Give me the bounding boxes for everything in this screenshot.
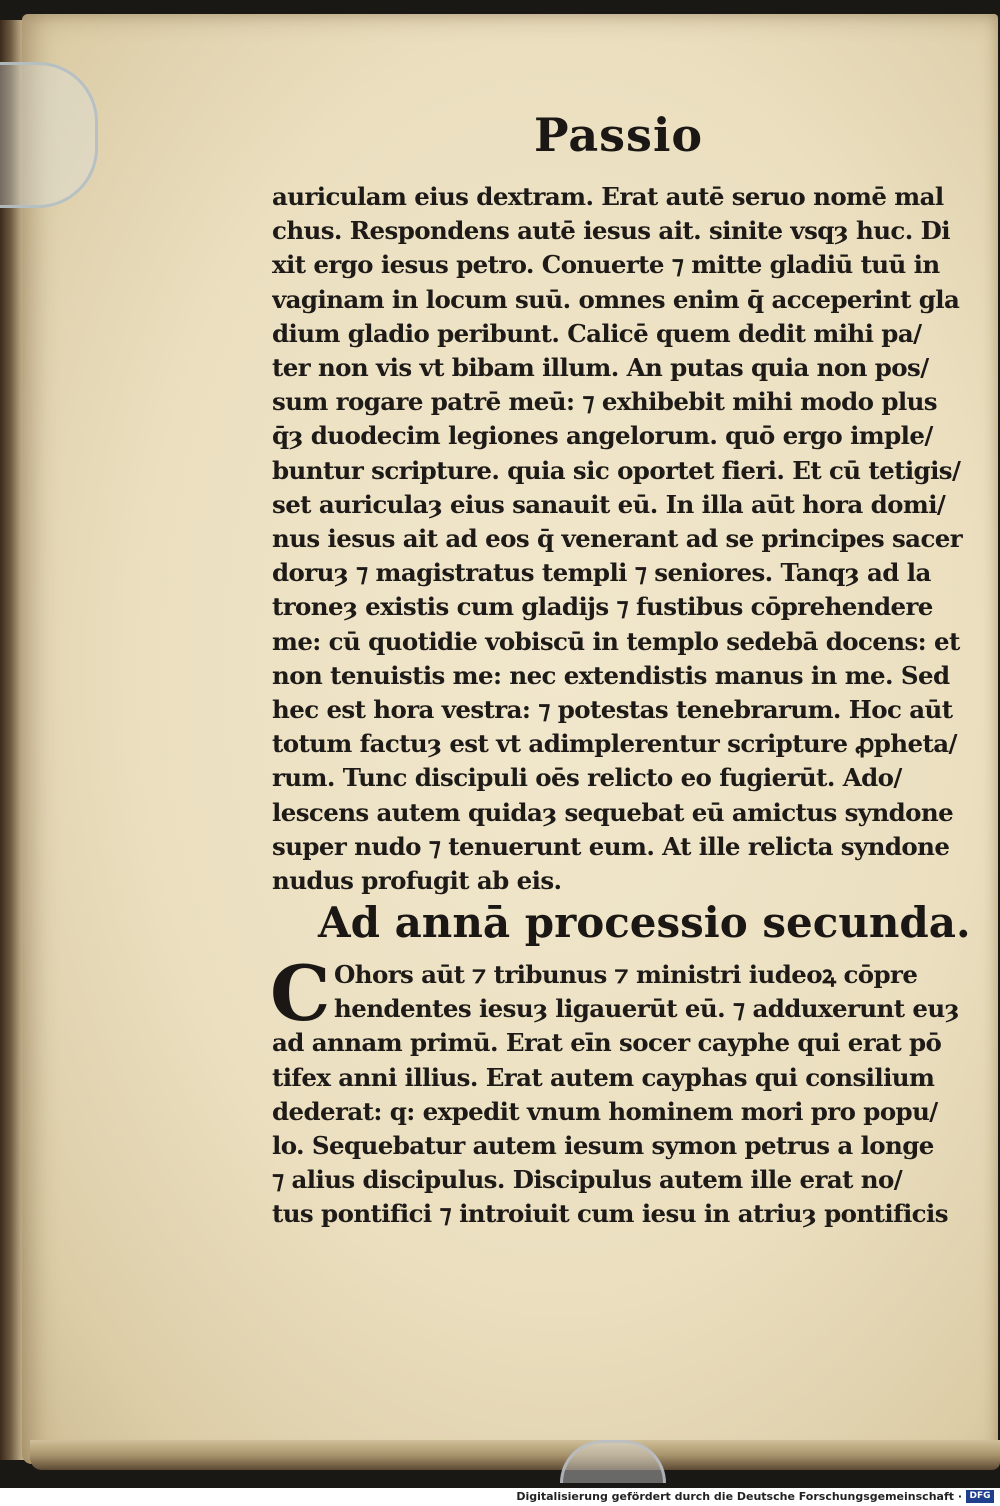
text-line: me: cū quotidie vobiscū in templo sedebā docens: et [272, 626, 960, 656]
text-line: hec est hora vestra: ⁊ potestas tenebrarum. Hoc aūt [272, 695, 953, 725]
section-heading: Ad annā processio secunda. [318, 898, 971, 947]
text-line: nus iesus ait ad eos q̄ venerant ad se principes sacer [272, 524, 963, 554]
text-line: ⁊ alius discipulus. Discipulus autem ille erat no/ [272, 1165, 903, 1195]
page-stack-edge-bottom [30, 1440, 1000, 1470]
text-line: ad annam primū. Erat eīn socer cayphe qui erat pō [272, 1028, 942, 1058]
paragraph-1 [272, 180, 977, 898]
text-line: ter non vis vt bibam illum. An putas quia non pos/ [272, 353, 929, 383]
plastic-clip-left [0, 62, 98, 208]
text-line: lescens autem quidaȝ sequebat eū amictus syndone [272, 797, 954, 827]
text-line: lo. Sequebatur autem iesum symon petrus a longe [272, 1131, 934, 1161]
text-line: dium gladio peribunt. Calicē quem dedit mihi pa/ [272, 318, 922, 348]
text-line: buntur scripture. quia sic oportet fieri. Et cū tetigis/ [272, 455, 961, 485]
text-line: xit ergo iesus petro. Conuerte ⁊ mitte gladiū tuū in [272, 250, 940, 280]
text-line: super nudo ⁊ tenuerunt eum. At ille relicta syndone [272, 831, 950, 861]
text-line: doruȝ ⁊ magistratus templi ⁊ seniores. Tanqȝ ad la [272, 558, 931, 588]
footer-credit: Digitalisierung gefördert durch die Deutsche Forschungsgemeinschaft · [516, 1490, 962, 1503]
text-line: Ohors aūt ⁊ tribunus ⁊ ministri iudeoꝝ cōpre [334, 960, 918, 989]
text-line: totum factuȝ est vt adimplerentur scripture ꝓpheta/ [272, 729, 957, 759]
text-line: rum. Tunc discipuli oēs relicto eo fugierūt. Ado/ [272, 763, 902, 793]
text-line: troneȝ existis cum gladijs ⁊ fustibus cōprehendere [272, 592, 933, 622]
dfg-logo: DFG [966, 1490, 994, 1503]
text-line: dederat: q: expedit vnum hominem mori pro popu/ [272, 1096, 938, 1126]
text-line: auriculam eius dextram. Erat autē seruo nomē mal [272, 182, 944, 211]
text-line: chus. Respondens autē iesus ait. sinite vsqȝ huc. Di [272, 216, 950, 246]
text-line: set auriculaȝ eius sanauit eū. In illa aūt hora domi/ [272, 489, 946, 519]
text-line: nudus profugit ab eis. [272, 866, 562, 896]
text-line: tus pontifici ⁊ introiuit cum iesu in atriuȝ pontificis [272, 1199, 948, 1229]
running-head: Passio [534, 108, 704, 162]
text-line: vaginam in locum suū. omnes enim q̄ acceperint gla [272, 284, 960, 314]
text-line: q̄ȝ duodecim legiones angelorum. quō ergo imple/ [272, 421, 933, 451]
text-line: tifex anni illius. Erat autem cayphas qui consilium [272, 1062, 935, 1092]
text-line: hendentes iesuȝ ligauerūt eū. ⁊ adduxerunt euȝ [334, 994, 959, 1024]
paragraph-2 [270, 949, 977, 1232]
text-line: sum rogare patrē meū: ⁊ exhibebit mihi modo plus [272, 387, 938, 417]
text-line: non tenuistis me: nec extendistis manus in me. Sed [272, 660, 950, 690]
drop-initial: C [270, 949, 331, 1038]
